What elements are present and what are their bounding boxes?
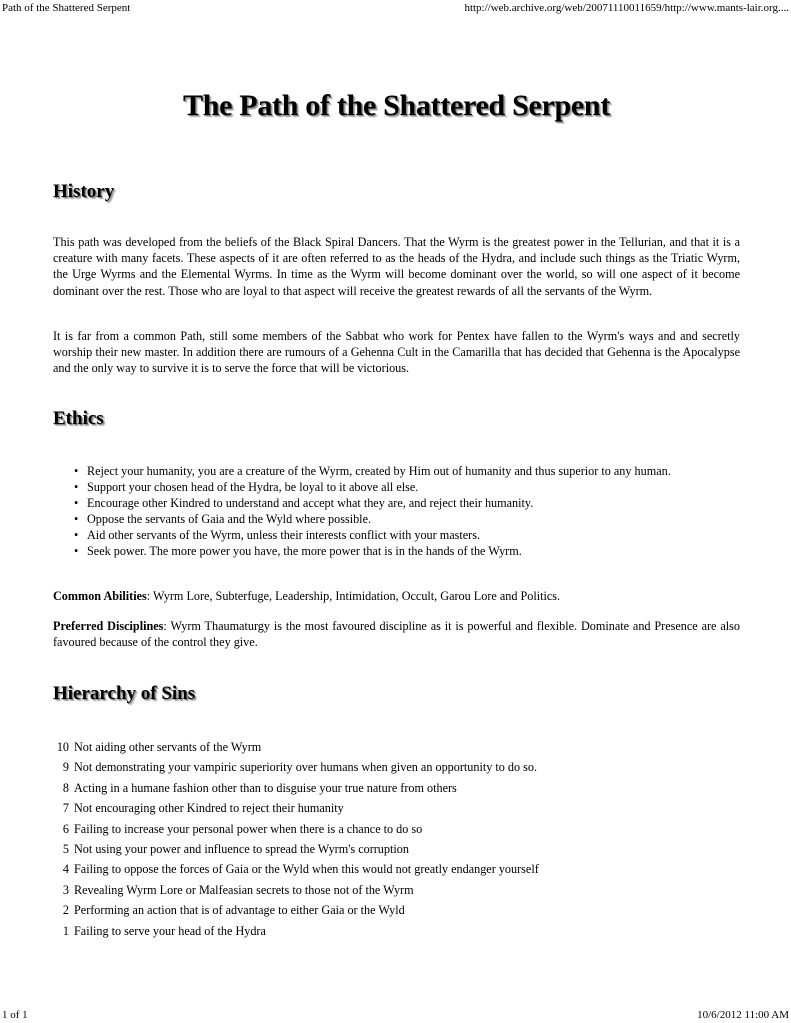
common-abilities-text: : Wyrm Lore, Subterfuge, Leadership, Intimidation, Occult, Garou Lore and Politics.	[146, 589, 561, 603]
print-header-title: Path of the Shattered Serpent	[2, 2, 131, 14]
sins-heading: Hierarchy of Sins	[53, 683, 196, 704]
sin-number: 8	[62, 780, 69, 795]
sin-row	[53, 841, 409, 857]
ethics-item: • Encourage other Kindred to understand and accept what they are, and reject their humanity.	[87, 495, 740, 511]
sin-text: Not aiding other servants of the Wyrm	[74, 740, 262, 754]
sin-row	[53, 882, 414, 898]
preferred-disciplines	[53, 618, 740, 650]
sin-text: Failing to serve your head of the Hydra	[74, 923, 266, 938]
sin-number: 1	[62, 923, 69, 938]
sin-text: Acting in a humane fashion other than to disguise your true nature from others	[74, 780, 457, 795]
history-paragraph-1: This path was developed from the beliefs of the Black Spiral Dancers. That the Wyrm is the greatest power in the Tellurian, and that it is a creature with many facets. These aspects of it are often referred to as the heads of the Hydra, and include such things as the Triatic Wyrm, the Urge Wyrms and the Elemental Wyrms. In time as the Wyrm will become dominant over the world, so will one aspect of it become dominant over the rest. Those who are loyal to that aspect will receive the greatest rewards of all the servants of the Wyrm.	[53, 235, 740, 298]
ethics-item: • Reject your humanity, you are a creature of the Wyrm, created by Him out of humanity and thus superior to any human.	[87, 463, 740, 479]
sin-number: 5	[62, 842, 69, 856]
sin-number: 10	[56, 740, 69, 754]
sin-row	[53, 861, 539, 877]
print-header-url: http://web.archive.org/web/20071110011659/http://www.mants-lair.org....	[464, 2, 789, 14]
sin-number: 6	[62, 821, 69, 836]
ethics-list	[53, 463, 740, 559]
sin-text: Performing an action that is of advantage to either Gaia or the Wyld	[74, 903, 405, 918]
sin-text: Failing to increase your personal power when there is a chance to do so	[74, 821, 423, 836]
ethics-item: • Oppose the servants of Gaia and the Wyld where possible.	[87, 511, 740, 527]
ethics-heading: Ethics	[53, 408, 104, 429]
sin-text: Revealing Wyrm Lore or Malfeasian secrets to those not of the Wyrm	[74, 882, 414, 897]
ethics-item: • Seek power. The more power you have, the more power that is in the hands of the Wyrm.	[87, 543, 740, 559]
sin-text: Failing to oppose the forces of Gaia or the Wyld when this would not greatly endanger yourself	[74, 862, 539, 877]
common-abilities	[53, 588, 740, 604]
common-abilities-label: Common Abilities	[53, 589, 147, 603]
sin-number: 2	[62, 903, 69, 918]
sin-row	[53, 780, 457, 796]
sin-row	[53, 800, 344, 816]
preferred-disciplines-label: Preferred Disciplines	[53, 619, 164, 633]
sin-text: Not using your power and influence to spread the Wyrm's corruption	[74, 842, 409, 856]
print-footer-page: 1 of 1	[2, 1009, 28, 1021]
history-heading: History	[53, 181, 115, 202]
sin-row	[53, 759, 537, 775]
sin-number: 7	[62, 801, 69, 816]
sin-text: Not demonstrating your vampiric superiority over humans when given an opportunity to do so.	[74, 760, 538, 775]
sin-number: 9	[62, 760, 69, 775]
print-footer-date: 10/6/2012 11:00 AM	[697, 1009, 789, 1021]
page-title: The Path of the Shattered Serpent	[182, 89, 611, 122]
ethics-item: • Aid other servants of the Wyrm, unless their interests conflict with your masters.	[87, 527, 740, 543]
sin-row	[53, 739, 261, 755]
sin-row	[53, 923, 266, 939]
sin-number: 3	[62, 882, 69, 897]
preferred-disciplines-text: : Wyrm Thaumaturgy is the most favoured discipline as it is powerful and flexible. Dominate and Presence are also favoured because of the control they give.	[53, 619, 740, 650]
history-paragraph-2: It is far from a common Path, still some members of the Sabbat who work for Pentex have fallen to the Wyrm's ways and and secretly worship their new master. In addition there are rumours of a Gehenna Cult in the Camarilla that has decided that Gehenna is the Apocalypse and the only way to survive it is to serve the force that will be victorious.	[53, 329, 740, 376]
sin-row	[53, 902, 405, 918]
sin-row	[53, 821, 422, 837]
sin-number: 4	[62, 862, 69, 877]
sin-text: Not encouraging other Kindred to reject their humanity	[74, 801, 344, 816]
ethics-item: • Support your chosen head of the Hydra, be loyal to it above all else.	[87, 479, 740, 495]
